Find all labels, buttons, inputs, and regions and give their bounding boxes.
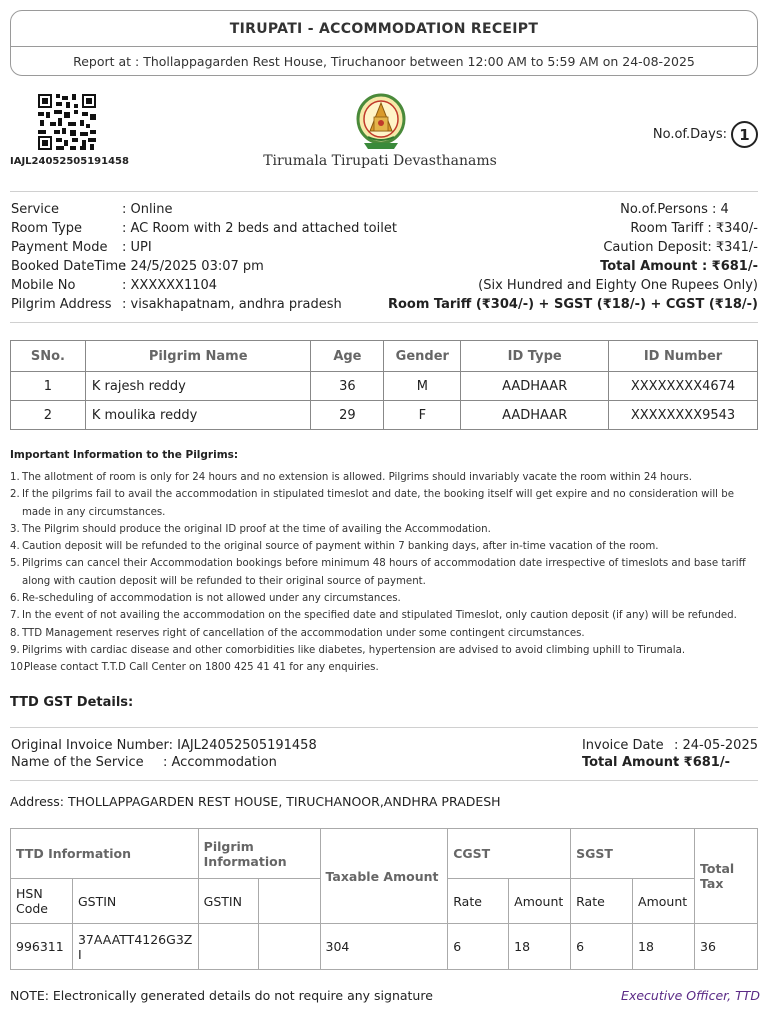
column-header: ID Type <box>461 341 609 372</box>
invoice-summary <box>582 737 758 771</box>
list-item: 7. In the event of not availing the accommodation on the specified date and stipulated Timeslot, only caution deposit (if any) will be refunded. <box>10 610 737 622</box>
signature: Executive Officer, TTD <box>621 988 760 1003</box>
payment-summary <box>388 200 758 314</box>
invoice-date-row: Invoice Date : 24-05-2025 <box>581 738 758 753</box>
number-of-days <box>653 121 758 148</box>
detail-row-booked-datetime: Booked DateTime : 24/5/2025 03:07 pm <box>11 259 264 274</box>
table-row: 1 K rajesh reddy 36 M AADHAAR XXXXXXXX4674 <box>11 372 758 401</box>
total-amount-row: Total Amount : ₹681/- <box>600 259 758 274</box>
column-header: Pilgrim Name <box>85 341 311 372</box>
caution-deposit-row: Caution Deposit : ₹341/- <box>603 240 758 255</box>
divider <box>10 191 758 192</box>
ttd-emblem-icon <box>356 93 406 151</box>
gst-address: Address: THOLLAPPAGARDEN REST HOUSE, TIRUCHANOOR,ANDHRA PRADESH <box>10 794 501 809</box>
list-item: 3. The Pilgrim should produce the original ID proof at the time of availing the Accommodation. <box>10 523 491 535</box>
hsn-code-header: HSN Code <box>11 879 73 924</box>
list-item: 6. Re-scheduling of accommodation is not allowed under any circumstances. <box>10 593 401 605</box>
list-item: 1. The allotment of room is only for 24 hours and no extension is allowed. Pilgrims should invariably vacate the room within 24 hours. <box>10 472 692 483</box>
important-info-title: Important Information to the Pilgrims: <box>10 449 239 461</box>
organization-name: Tirumala Tirupati Devasthanams <box>263 153 497 169</box>
divider <box>10 322 758 323</box>
receipt-header <box>10 10 758 76</box>
service-name-row: Name of the Service : Accommodation <box>11 755 277 770</box>
detail-row-mobile: Mobile No : XXXXXX1104 <box>11 278 218 293</box>
sgst-rate-header: Rate <box>571 879 633 924</box>
days-label: No.of.Days: <box>652 127 727 142</box>
tariff-breakup: Room Tariff (₹304/-) + SGST (₹18/-) + CGST (₹18/-) <box>387 297 758 312</box>
booking-details <box>11 200 397 314</box>
invoice-details <box>11 737 317 771</box>
ttd-information-header: TTD Information <box>11 829 199 879</box>
gstin-header: GSTIN <box>72 879 198 924</box>
room-tariff-row: Room Tariff : ₹340/- <box>630 221 758 236</box>
list-item: 5. Pilgrims can cancel their Accommodation bookings before minimum 48 hours of accommodation date irrespective of timeslots and base tariff along with caution deposit will be refunded to their original source of payment. <box>10 558 746 587</box>
column-header: ID Number <box>609 341 758 372</box>
gst-details-title: TTD GST Details: <box>10 695 134 710</box>
list-item: 10. Please contact T.T.D Call Center on 1800 425 41 41 for any enquiries. <box>10 662 379 674</box>
table-row: 996311 37AAATT4126G3ZI 304 6 18 6 18 36 <box>11 924 758 970</box>
list-item: 8. TTD Management reserves right of cancellation of the accommodation under some contingent circumstances. <box>10 627 585 639</box>
persons-row: No.of.Persons : 4 <box>620 202 729 217</box>
cgst-amount-header: Amount <box>509 879 571 924</box>
column-header: SNo. <box>11 341 86 372</box>
sgst-amount-header: Amount <box>633 879 695 924</box>
table-header-row <box>11 341 758 372</box>
invoice-number-row: Original Invoice Number: IAJL24052505191458 <box>11 738 317 753</box>
invoice-total-row: Total Amount : ₹681/- <box>581 755 730 770</box>
divider <box>10 780 758 781</box>
list-item: 2. If the pilgrims fail to avail the accommodation in stipulated timeslot and date, the booking itself will get expire and no consideration will be made in any circumstances. <box>10 489 734 518</box>
table-row: 2 K moulika reddy 29 F AADHAAR XXXXXXXX9543 <box>11 401 758 430</box>
list-item: 9. Pilgrims with cardiac disease and other comorbidities like diabetes, hypertension are advised to avoid climbing uphill to Tirumala. <box>10 644 686 656</box>
empty-cell <box>258 879 320 924</box>
gst-table <box>10 828 758 970</box>
receipt-title: TIRUPATI - ACCOMMODATION RECEIPT <box>11 11 757 47</box>
pilgrim-table <box>10 340 758 430</box>
detail-row-service: Service : Online <box>11 202 173 217</box>
qr-code-icon <box>38 94 96 150</box>
taxable-amount-header: Taxable Amount <box>320 829 448 924</box>
report-line: Report at : Thollappagarden Rest House, Tiruchanoor between 12:00 AM to 5:59 AM on 24-08-2025 <box>73 54 695 69</box>
divider <box>10 727 758 728</box>
amount-in-words: (Six Hundred and Eighty One Rupees Only) <box>478 278 758 293</box>
cgst-header: CGST <box>448 829 571 879</box>
cgst-rate-header: Rate <box>448 879 509 924</box>
sgst-header: SGST <box>571 829 695 879</box>
total-tax-header: Total Tax <box>695 829 758 924</box>
column-header: Age <box>311 341 384 372</box>
booking-code: IAJL24052505191458 <box>10 156 129 167</box>
days-value: 1 <box>731 121 758 148</box>
table-header-row <box>11 829 758 879</box>
pilgrim-information-header: Pilgrim Information <box>198 829 320 879</box>
detail-row-room-type: Room Type : AC Room with 2 beds and attached toilet <box>11 221 397 236</box>
detail-row-address: Pilgrim Address : visakhapatnam, andhra pradesh <box>11 297 342 312</box>
pilgrim-gstin-header: GSTIN <box>198 879 258 924</box>
list-item: 4. Caution deposit will be refunded to the original source of payment within 7 banking days, after in-time vacation of the room. <box>10 541 659 553</box>
important-info-list <box>10 469 760 677</box>
detail-row-payment-mode: Payment Mode : UPI <box>11 240 152 255</box>
column-header: Gender <box>384 341 461 372</box>
footer-note: NOTE: Electronically generated details do not require any signature <box>10 988 433 1003</box>
